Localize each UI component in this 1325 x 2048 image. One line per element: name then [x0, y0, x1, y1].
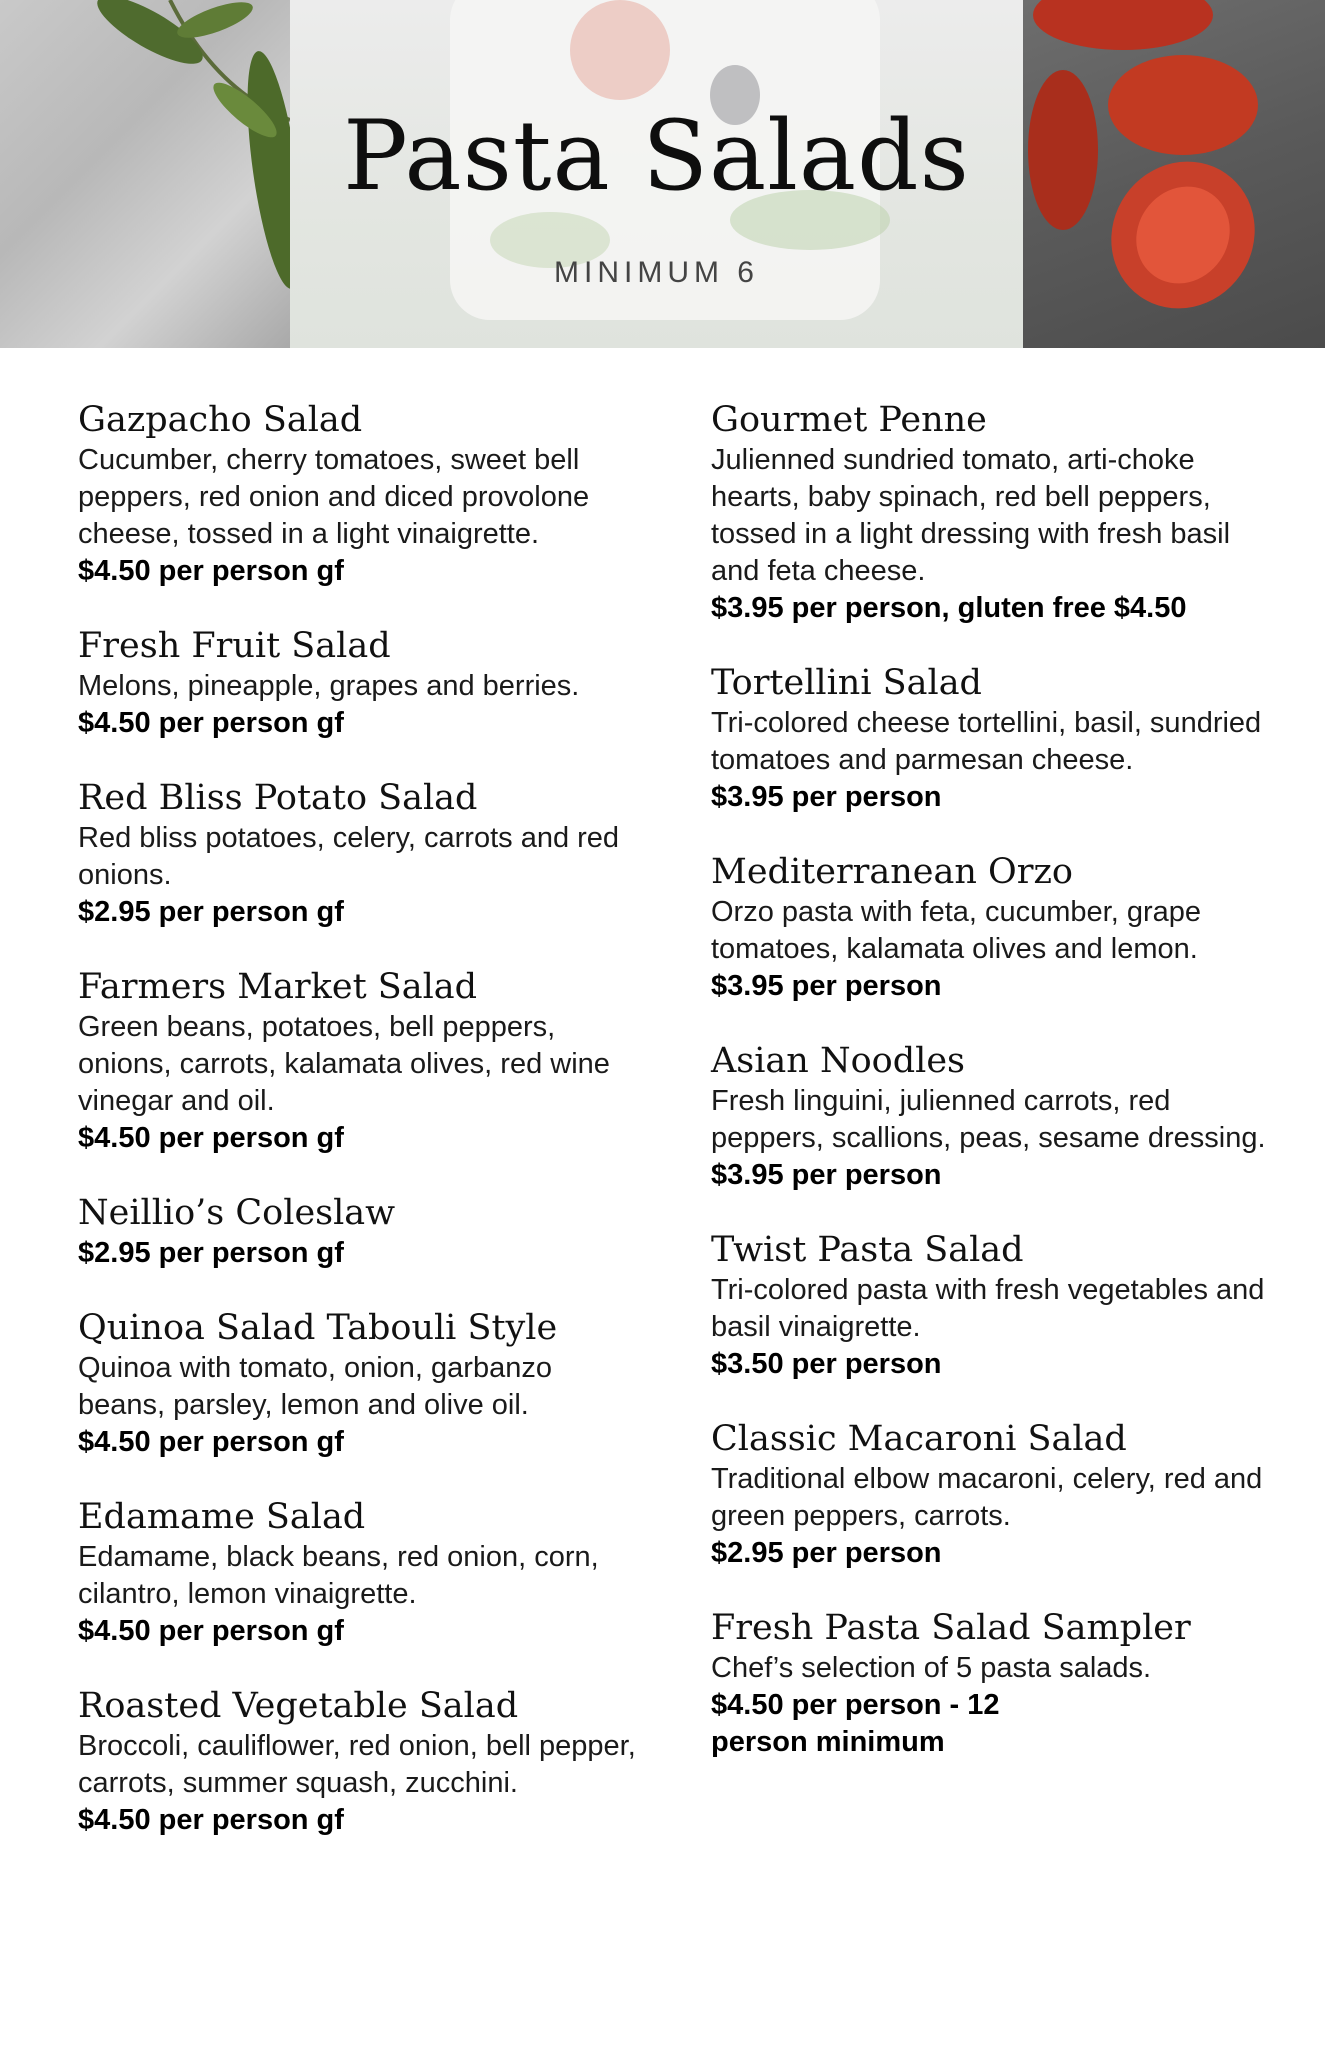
menu-item: [78, 1684, 638, 1839]
menu-item: [78, 398, 638, 590]
item-name: Edamame Salad: [78, 1497, 366, 1537]
tomato-icon: [1023, 0, 1325, 348]
item-description: Green beans, potatoes, bell peppers, onions, carrots, kalamata olives, red wine vinegar and oil.: [78, 1011, 610, 1117]
item-price: $3.95 per person: [711, 1159, 942, 1191]
item-price: $4.50 per person - 12 person minimum: [711, 1689, 1000, 1758]
item-name: Gazpacho Salad: [78, 400, 363, 440]
header-banner: [0, 0, 1325, 348]
item-name: Tortellini Salad: [711, 663, 982, 703]
item-name: Asian Noodles: [711, 1041, 966, 1081]
item-name: Quinoa Salad Tabouli Style: [78, 1308, 558, 1348]
menu-item: [711, 1417, 1271, 1572]
item-name: Roasted Vegetable Salad: [78, 1686, 519, 1726]
item-price: $4.50 per person gf: [78, 1426, 344, 1458]
menu-column-right: [711, 398, 1271, 1795]
menu-item: [78, 776, 638, 931]
menu-item: [78, 1191, 638, 1272]
item-price: $4.50 per person gf: [78, 1804, 344, 1836]
tomato-photo: [1023, 0, 1325, 348]
item-description: Red bliss potatoes, celery, carrots and red onions.: [78, 822, 620, 891]
menu-item: [711, 1228, 1271, 1383]
item-price: $4.50 per person gf: [78, 707, 344, 739]
menu-item: [711, 398, 1271, 627]
menu-item: [78, 624, 638, 742]
item-description: Tri-colored pasta with fresh vegetables and basil vinaigrette.: [711, 1274, 1265, 1343]
item-price: $2.95 per person gf: [78, 1237, 344, 1269]
item-name: Mediterranean Orzo: [711, 852, 1073, 892]
item-name: Gourmet Penne: [711, 400, 987, 440]
item-description: Cucumber, cherry tomatoes, sweet bell peppers, red onion and diced provolone cheese, tossed in a light vinaigrette.: [78, 444, 590, 550]
item-price: $3.95 per person, gluten free $4.50: [711, 592, 1187, 624]
item-name: Neillio’s Coleslaw: [78, 1193, 396, 1233]
item-price: $4.50 per person gf: [78, 555, 344, 587]
item-name: Fresh Fruit Salad: [78, 626, 391, 666]
menu-column-left: [78, 398, 638, 1873]
item-name: Classic Macaroni Salad: [711, 1419, 1127, 1459]
menu-item: [78, 965, 638, 1157]
item-name: Red Bliss Potato Salad: [78, 778, 478, 818]
item-name: Fresh Pasta Salad Sampler: [711, 1608, 1191, 1648]
item-name: Twist Pasta Salad: [711, 1230, 1024, 1270]
item-price: $4.50 per person gf: [78, 1122, 344, 1154]
item-description: Melons, pineapple, grapes and berries.: [78, 670, 580, 702]
stone-herb-photo: [0, 0, 290, 348]
item-description: Edamame, black beans, red onion, corn, cilantro, lemon vinaigrette.: [78, 1541, 599, 1610]
item-description: Orzo pasta with feta, cucumber, grape tomatoes, kalamata olives and lemon.: [711, 896, 1202, 965]
page-title: Pasta Salads: [343, 100, 970, 212]
item-description: Chef’s selection of 5 pasta salads.: [711, 1652, 1152, 1684]
menu-item: [78, 1306, 638, 1461]
item-price: $4.50 per person gf: [78, 1615, 344, 1647]
item-description: Quinoa with tomato, onion, garbanzo beans, parsley, lemon and olive oil.: [78, 1352, 552, 1421]
page-subtitle: MINIMUM 6: [554, 256, 759, 289]
item-description: Broccoli, cauliflower, red onion, bell pepper, carrots, summer squash, zucchini.: [78, 1730, 636, 1799]
item-name: Farmers Market Salad: [78, 967, 478, 1007]
menu-item: [711, 1606, 1271, 1761]
menu-item: [711, 661, 1271, 816]
menu-item: [711, 1039, 1271, 1194]
item-description: Tri-colored cheese tortellini, basil, sundried tomatoes and parmesan cheese.: [711, 707, 1262, 776]
item-price: $2.95 per person gf: [78, 896, 344, 928]
item-description: Julienned sundried tomato, arti-choke hearts, baby spinach, red bell peppers, tossed in a light dressing with fresh basil and feta cheese.: [711, 444, 1231, 587]
menu-item: [711, 850, 1271, 1005]
item-description: Fresh linguini, julienned carrots, red peppers, scallions, peas, sesame dressing.: [711, 1085, 1266, 1154]
herb-leaves-icon: [0, 0, 290, 348]
item-price: $2.95 per person: [711, 1537, 942, 1569]
item-price: $3.95 per person: [711, 970, 942, 1002]
item-description: Traditional elbow macaroni, celery, red and green peppers, carrots.: [711, 1463, 1263, 1532]
item-price: $3.50 per person: [711, 1348, 942, 1380]
item-price: $3.95 per person: [711, 781, 942, 813]
menu-item: [78, 1495, 638, 1650]
